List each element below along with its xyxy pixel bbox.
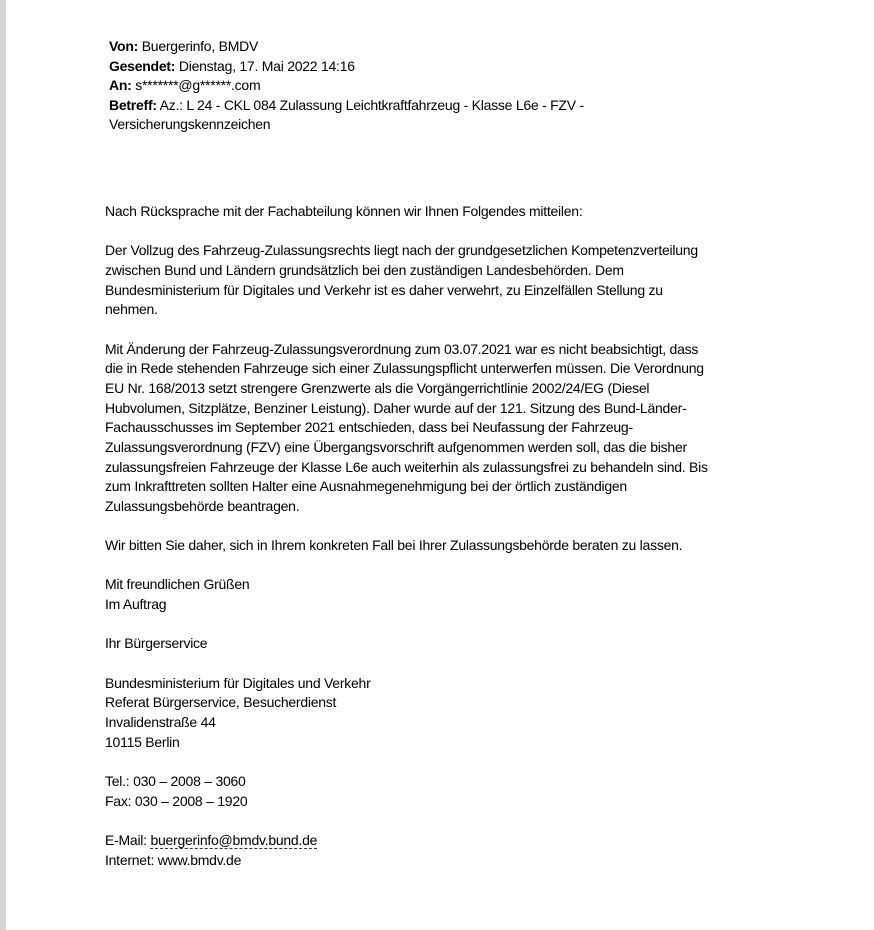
text-line: die in Rede stehenden Fahrzeuge sich einer Zulassungspflicht unterwerfen müssen. Die Verordnung (105, 360, 704, 377)
subject-line (109, 96, 749, 116)
text-line: zwischen Bund und Ländern grundsätzlich bei den zuständigen Landesbehörden. Dem (105, 261, 624, 278)
email-body (105, 202, 765, 890)
sent-label: Gesendet: (109, 57, 176, 74)
internet-line: Internet: www.bmdv.de (105, 851, 242, 868)
jurisdiction-paragraph (105, 241, 765, 320)
text-line: Zulassungsbehörde beantragen. (105, 497, 300, 514)
to-label: An: (109, 77, 132, 94)
text-line: zum Inkrafttreten sollten Halter eine Ausnahmegenehmigung bei der örtlich zuständigen (105, 478, 627, 495)
text-line: Der Vollzug des Fahrzeug-Zulassungsrechts liegt nach der grundgesetzlichen Kompetenzverteilung (105, 242, 698, 259)
sent-line (109, 57, 749, 77)
to-value: s*******@g******.com (131, 77, 261, 94)
subject-label: Betreff: (109, 96, 157, 113)
text-line: Bundesministerium für Digitales und Verkehr ist es daher verwehrt, zu Einzelfällen Stellung zu (105, 281, 663, 298)
phone-block (105, 772, 765, 811)
intro-paragraph: Nach Rücksprache mit der Fachabteilung können wir Ihnen Folgendes mitteilen: (105, 203, 583, 219)
to-line (109, 76, 749, 96)
from-value: Buergerinfo, BMDV (138, 38, 259, 54)
text-line: nehmen. (105, 301, 158, 318)
signoff: Ihr Bürgerservice (105, 635, 208, 652)
fax-line: Fax: 030 – 2008 – 1920 (105, 792, 248, 809)
text-line: Zulassungsverordnung (FZV) eine Übergangsvorschrift aufgenommen werden soll, das die bisher (105, 438, 687, 455)
text-line: Hubvolumen, Sitzplätze, Benziner Leistung). Daher wurde auf der 121. Sitzung des Bund-Länder- (105, 399, 687, 416)
email-link[interactable]: buergerinfo@bmdv.bund.de (150, 831, 318, 848)
from-label: Von: (109, 38, 139, 54)
text-line: Fachausschusses im September 2021 entschieden, dass bei Neufassung der Fahrzeug- (105, 419, 633, 436)
address-line: 10115 Berlin (105, 733, 180, 750)
subject-line-continued: Versicherungskennzeichen (109, 116, 271, 133)
text-line: EU Nr. 168/2013 setzt strengere Grenzwerte als die Vorgängerrichtlinie 2002/24/EG (Diesel (105, 379, 650, 396)
closing-greeting: Mit freundlichen Grüßen (105, 576, 250, 593)
email-header (109, 37, 749, 135)
address-line: Referat Bürgerservice, Besucherdienst (105, 694, 337, 711)
text-line: zulassungsfreien Fahrzeuge der Klasse L6e auch weiterhin als zulassungsfrei zu behandeln sind. Bis (105, 458, 708, 475)
address-block (105, 674, 765, 753)
address-line: Bundesministerium für Digitales und Verkehr (105, 674, 371, 691)
advice-paragraph: Wir bitten Sie daher, sich in Ihrem konkreten Fall bei Ihrer Zulassungsbehörde beraten zu lassen. (105, 537, 683, 554)
sent-value: Dienstag, 17. Mai 2022 14:16 (175, 57, 355, 74)
text-line: Mit Änderung der Fahrzeug-Zulassungsverordnung zum 03.07.2021 war es nicht beabsichtigt, dass (105, 340, 699, 357)
address-line: Invalidenstraße 44 (105, 713, 216, 730)
email-label: E-Mail: (105, 831, 151, 848)
closing-on-behalf: Im Auftrag (105, 596, 167, 613)
subject-value: Az.: L 24 - CKL 084 Zulassung Leichtkraftfahrzeug - Klasse L6e - FZV - (156, 96, 584, 113)
regulation-paragraph (105, 340, 765, 517)
closing (105, 575, 765, 614)
from-line (109, 37, 749, 57)
phone-line: Tel.: 030 – 2008 – 3060 (105, 772, 246, 789)
contact-block (105, 831, 765, 870)
email-line (105, 831, 765, 851)
